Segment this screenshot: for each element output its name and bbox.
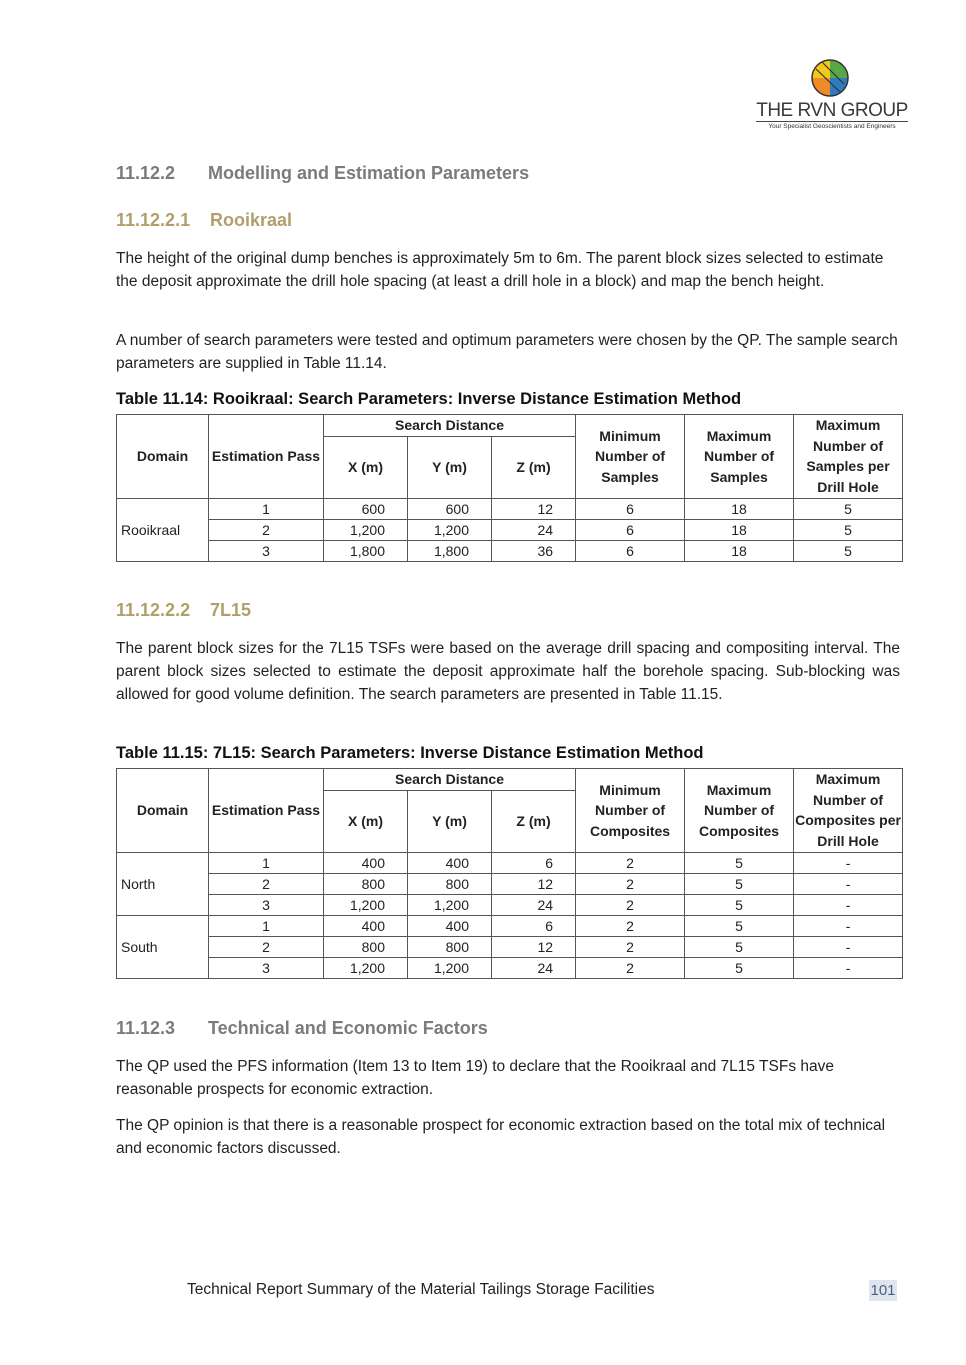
logo-name: THE RVN GROUP [756, 100, 908, 121]
paragraph-7l15-blocks: The parent block sizes for the 7L15 TSFs were based on the average drill spacing and compositing interval. The parent block sizes selected to estimate the deposit approximate half the borehole spacing. Sub-blocking was allowed for good volume definition. The search parameters are presented in Table 11.15. [116, 640, 900, 703]
pass-cell: 3 [209, 894, 324, 915]
y-cell: 1,200 [408, 519, 492, 540]
max-cell: 5 [685, 852, 794, 873]
pass-cell: 1 [209, 852, 324, 873]
section-title: Modelling and Estimation Parameters [208, 163, 530, 183]
section-heading-11-12-3 [116, 1018, 488, 1039]
maxdh-cell: - [794, 915, 903, 936]
x-cell: 400 [324, 852, 408, 873]
table-row [117, 915, 903, 936]
table-row [117, 936, 903, 957]
section-heading-11-12-2-1 [116, 210, 292, 231]
pass-cell: 1 [209, 498, 324, 519]
maxdh-cell: - [794, 894, 903, 915]
table-row [117, 498, 903, 519]
z-cell: 6 [492, 852, 576, 873]
max-cell: 5 [685, 936, 794, 957]
section-number: 11.12.3 [116, 1018, 176, 1038]
header-max-per-drillhole: Maximum Number of Composites per Drill Hole [794, 769, 903, 853]
domain-cell: Rooikraal [117, 498, 209, 561]
table-row [117, 873, 903, 894]
header-y: Y (m) [408, 436, 492, 498]
company-logo [754, 58, 912, 132]
table-caption-11-15: Table 11.15: 7L15: Search Parameters: Inverse Distance Estimation Method [116, 744, 704, 762]
maxdh-cell: - [794, 873, 903, 894]
header-z: Z (m) [492, 436, 576, 498]
y-cell: 1,200 [408, 894, 492, 915]
logo-divider [756, 121, 908, 122]
max-cell: 5 [685, 915, 794, 936]
section-number: 11.12.2.2 [116, 600, 191, 620]
section-number: 11.12.2.1 [116, 210, 191, 230]
header-domain: Domain [117, 415, 209, 499]
x-cell: 1,200 [324, 957, 408, 978]
max-cell: 18 [685, 540, 794, 561]
z-cell: 24 [492, 519, 576, 540]
section-heading-11-12-2 [116, 163, 529, 184]
table-caption-11-14: Table 11.14: Rooikraal: Search Parameters: Inverse Distance Estimation Method [116, 390, 742, 408]
min-cell: 2 [576, 936, 685, 957]
y-cell: 800 [408, 936, 492, 957]
table-11-14 [116, 414, 903, 562]
paragraph-qp-opinion: The QP opinion is that there is a reasonable prospect for economic extraction based on the total mix of technical and economic factors discussed. [116, 1117, 886, 1157]
maxdh-cell: - [794, 957, 903, 978]
min-cell: 6 [576, 498, 685, 519]
rvn-logo-icon [810, 58, 850, 98]
z-cell: 6 [492, 915, 576, 936]
x-cell: 1,800 [324, 540, 408, 561]
section-heading-11-12-2-2 [116, 600, 251, 621]
table-row [117, 540, 903, 561]
maxdh-cell: - [794, 852, 903, 873]
header-min-samples: Minimum Number of Samples [576, 415, 685, 499]
min-cell: 2 [576, 873, 685, 894]
table-row [117, 957, 903, 978]
logo-tagline: Your Specialist Geoscientists and Engineers [768, 123, 896, 130]
maxdh-cell: 5 [794, 540, 903, 561]
section-title: Rooikraal [210, 210, 293, 230]
x-cell: 400 [324, 915, 408, 936]
y-cell: 1,800 [408, 540, 492, 561]
table-row [117, 894, 903, 915]
min-cell: 6 [576, 519, 685, 540]
z-cell: 36 [492, 540, 576, 561]
min-cell: 6 [576, 540, 685, 561]
pass-cell: 3 [209, 957, 324, 978]
footer-title: Technical Report Summary of the Material Tailings Storage Facilities [187, 1281, 655, 1298]
table-row [117, 519, 903, 540]
pass-cell: 1 [209, 915, 324, 936]
header-estimation-pass: Estimation Pass [209, 769, 324, 853]
z-cell: 12 [492, 498, 576, 519]
header-search-distance: Search Distance [324, 415, 576, 437]
y-cell: 800 [408, 873, 492, 894]
x-cell: 800 [324, 873, 408, 894]
paragraph-bench-height: The height of the original dump benches is approximately 5m to 6m. The parent block sizes selected to estimate the deposit approximate the drill hole spacing (at least a drill hole in a block) and map the bench height. [116, 250, 884, 290]
maxdh-cell: - [794, 936, 903, 957]
y-cell: 600 [408, 498, 492, 519]
header-max-composites: Maximum Number of Composites [685, 769, 794, 853]
y-cell: 400 [408, 915, 492, 936]
table-11-15 [116, 768, 903, 979]
pass-cell: 2 [209, 936, 324, 957]
domain-cell-south: South [117, 915, 209, 978]
paragraph-search-parameters: A number of search parameters were tested and optimum parameters were chosen by the QP. The sample search parameters are supplied in Table 11.14. [116, 332, 898, 372]
header-x: X (m) [324, 790, 408, 852]
header-z: Z (m) [492, 790, 576, 852]
section-title: Technical and Economic Factors [208, 1018, 488, 1038]
header-min-composites: Minimum Number of Composites [576, 769, 685, 853]
z-cell: 12 [492, 936, 576, 957]
section-title: 7L15 [210, 600, 252, 620]
maxdh-cell: 5 [794, 519, 903, 540]
x-cell: 1,200 [324, 519, 408, 540]
header-y: Y (m) [408, 790, 492, 852]
y-cell: 400 [408, 852, 492, 873]
pass-cell: 2 [209, 873, 324, 894]
header-domain: Domain [117, 769, 209, 853]
page-number: 101 [870, 1282, 896, 1299]
pass-cell: 2 [209, 519, 324, 540]
x-cell: 600 [324, 498, 408, 519]
z-cell: 12 [492, 873, 576, 894]
max-cell: 18 [685, 519, 794, 540]
maxdh-cell: 5 [794, 498, 903, 519]
max-cell: 5 [685, 873, 794, 894]
paragraph-pfs-information: The QP used the PFS information (Item 13 to Item 19) to declare that the Rooikraal and 7L15 TSFs have reasonable prospects for economic extraction. [116, 1058, 834, 1098]
y-cell: 1,200 [408, 957, 492, 978]
section-number: 11.12.2 [116, 163, 176, 183]
min-cell: 2 [576, 852, 685, 873]
max-cell: 5 [685, 957, 794, 978]
min-cell: 2 [576, 894, 685, 915]
max-cell: 5 [685, 894, 794, 915]
x-cell: 800 [324, 936, 408, 957]
header-max-samples: Maximum Number of Samples [685, 415, 794, 499]
header-search-distance: Search Distance [324, 769, 576, 791]
max-cell: 18 [685, 498, 794, 519]
header-estimation-pass: Estimation Pass [209, 415, 324, 499]
min-cell: 2 [576, 915, 685, 936]
min-cell: 2 [576, 957, 685, 978]
pass-cell: 3 [209, 540, 324, 561]
z-cell: 24 [492, 894, 576, 915]
header-x: X (m) [324, 436, 408, 498]
domain-cell-north: North [117, 852, 209, 915]
x-cell: 1,200 [324, 894, 408, 915]
z-cell: 24 [492, 957, 576, 978]
header-max-per-drillhole: Maximum Number of Samples per Drill Hole [794, 415, 903, 499]
table-row [117, 852, 903, 873]
